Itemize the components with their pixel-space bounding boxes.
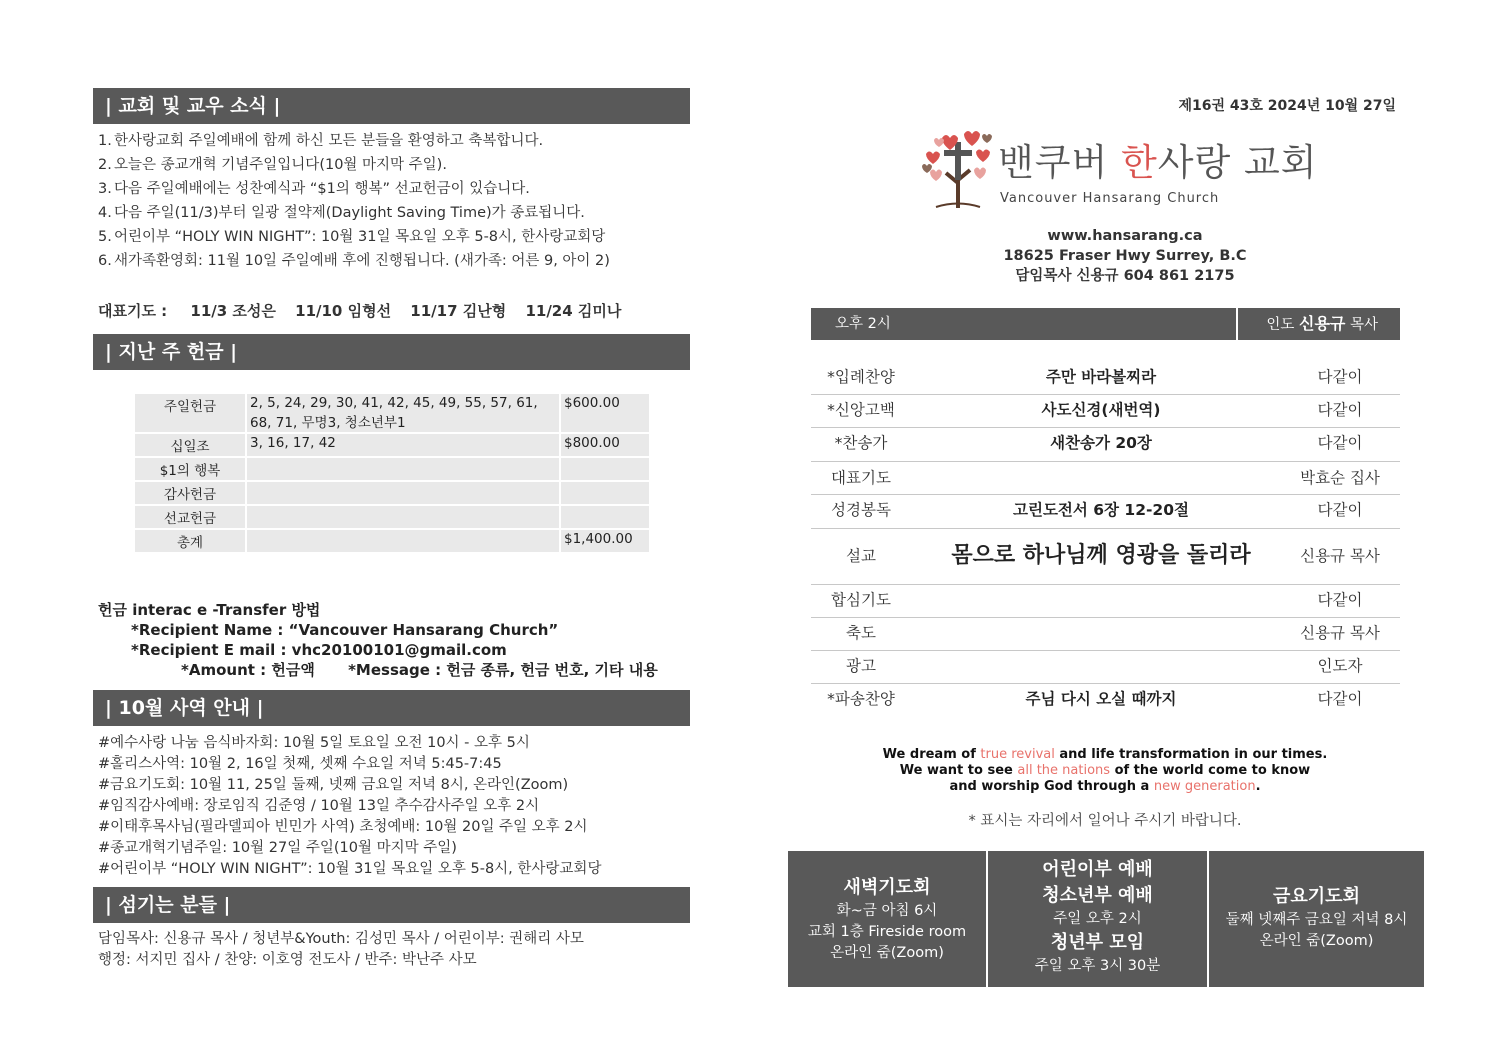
list-item: 행정: 서지민 집사 / 찬양: 이호영 전도사 / 반주: 박난주 사모: [98, 952, 477, 968]
list-item: 담임목사: 신용규 목사 / 청년부&Youth: 김성민 목사 / 어린이부: 권해리 사모: [98, 931, 584, 947]
order-row: 성경봉독 고린도전서 6장 12-20절 다같이: [811, 495, 1400, 529]
prayer-label: 대표기도 :: [98, 302, 168, 320]
table-row: 십일조 3, 16, 17, 42 $800.00: [135, 434, 649, 456]
prayer-schedule: [98, 300, 635, 321]
order-row: 대표기도 박효순 집사: [811, 462, 1400, 495]
prayer-entry: 11/24 김미나: [525, 302, 622, 320]
list-item: #홀리스사역: 10월 2, 16일 첫째, 셋째 수요일 저녁 5:45-7:45: [98, 756, 502, 772]
news-header: | 교회 및 교우 소식 |: [93, 88, 690, 124]
servants-header: | 섬기는 분들 |: [93, 887, 690, 923]
order-row: *신앙고백 사도신경(새번역) 다같이: [811, 395, 1400, 428]
tree-heart-icon: [922, 128, 994, 210]
order-row: *입례찬양 주만 바라볼찌라 다같이: [811, 362, 1400, 395]
etransfer-name: *Recipient Name : “Vancouver Hansarang Church”: [131, 621, 559, 639]
logo-korean: 밴쿠버 한사랑 교회: [998, 141, 1318, 184]
vision-statement: We dream of true revival and life transformation in our times. We want to see all the nations of the world come to know and worship God through a new generation.: [882, 747, 1328, 794]
list-item: #종교개혁기념주일: 10월 27일 주일(10월 마지막 주일): [98, 840, 457, 856]
ministry-list: [98, 733, 693, 880]
pastor-phone: 담임목사 신용규 604 861 2175: [1015, 268, 1235, 284]
news-list: [98, 129, 688, 273]
servants-list: [98, 929, 693, 971]
order-row: *파송찬양 주님 다시 오실 때까지 다같이: [827, 690, 1363, 708]
etransfer-message: *Message : 헌금 종류, 헌금 번호, 기타 내용: [348, 661, 658, 679]
order-row: 합심기도 다같이: [811, 585, 1400, 618]
table-row: 주일헌금 2, 5, 24, 29, 30, 41, 42, 45, 49, 55, 57, 61, 68, 71, 무명3, 청소년부1 $600.00: [135, 394, 649, 432]
worship-leader: 인도 신용규 목사: [1266, 314, 1378, 333]
etransfer-info: [98, 600, 688, 680]
list-item: 2. 오늘은 종교개혁 기념주일입니다(10월 마지막 주일).: [98, 157, 447, 173]
total-amount: $1,400.00: [561, 530, 649, 552]
address: 18625 Fraser Hwy Surrey, B.C: [1003, 248, 1247, 264]
sermon-title: 몸으로 하나님께 영광을 돌리라: [951, 543, 1251, 568]
prayer-entry: 11/10 임형선: [295, 302, 392, 320]
table-row: 총계 $1,400.00: [135, 530, 649, 552]
list-item: 5. 어린이부 “HOLY WIN NIGHT”: 10월 31일 목요일 오후 5-8시, 한사랑교회당: [98, 229, 606, 245]
issue-date: 제16권 43호 2024년 10월 27일: [1178, 98, 1396, 114]
list-item: #금요기도회: 10월 11, 25일 둘째, 넷째 금요일 저녁 8시, 온라인(Zoom): [98, 777, 569, 793]
ministry-header: | 10월 사역 안내 |: [93, 690, 690, 726]
sermon-row: 설교 몸으로 하나님께 영광을 돌리라 신용규 목사: [811, 529, 1400, 585]
list-item: #이태후목사님(필라델피아 빈민가 사역) 초청예배: 10월 20일 주일 오후 2시: [98, 819, 588, 835]
order-row: 광고 인도자: [811, 651, 1400, 684]
standing-note: * 표시는 자리에서 일어나 주시기 바랍니다.: [968, 813, 1242, 829]
list-item: 1. 한사랑교회 주일예배에 함께 하신 모든 분들을 환영하고 축복합니다.: [98, 133, 544, 149]
etransfer-fields: [98, 660, 688, 680]
worship-header: [811, 308, 1400, 340]
etransfer-email: *Recipient E mail : vhc20100101@gmail.com: [131, 641, 507, 659]
list-item: 6. 새가족환영회: 11월 10일 주일예배 후에 진행됩니다. (새가족: 어른 9, 아이 2): [98, 253, 610, 269]
offering-header: | 지난 주 헌금 |: [93, 334, 690, 370]
etransfer-title: 헌금 interac e -Transfer 방법: [98, 601, 321, 619]
meeting-box-youth: 어린이부 예배 청소년부 예배 주일 오후 2시 청년부 모임 주일 오후 3시 30분: [988, 851, 1207, 987]
table-row: 선교헌금: [135, 506, 649, 528]
list-item: #예수사랑 나눔 음식바자회: 10월 5일 토요일 오전 10시 - 오후 5시: [98, 735, 530, 751]
church-logo: [922, 128, 1318, 210]
order-row: 축도 신용규 목사: [811, 618, 1400, 651]
list-item: #임직감사예배: 장로임직 김준영 / 10월 13일 추수감사주일 오후 2시: [98, 798, 540, 814]
list-item: 3. 다음 주일예배에는 성찬예식과 “$1의 행복” 선교헌금이 있습니다.: [98, 181, 530, 197]
etransfer-amount: *Amount : 헌금액: [181, 661, 315, 679]
table-row: 감사헌금: [135, 482, 649, 504]
table-row: $1의 행복: [135, 458, 649, 480]
prayer-entry: 11/3 조성은: [190, 302, 276, 320]
meeting-box-dawn: 새벽기도회 화~금 아침 6시 교회 1층 Fireside room 온라인 줌(Zoom): [788, 851, 986, 987]
order-row: *찬송가 새찬송가 20장 다같이: [811, 428, 1400, 462]
website: www.hansarang.ca: [1047, 228, 1203, 244]
meeting-box-friday: 금요기도회 둘째 넷째주 금요일 저녁 8시 온라인 줌(Zoom): [1209, 851, 1424, 987]
contact-block: [960, 226, 1290, 286]
logo-english: Vancouver Hansarang Church: [1000, 191, 1220, 206]
list-item: 4. 다음 주일(11/3)부터 일광 절약제(Daylight Saving Time)가 종료됩니다.: [98, 205, 585, 221]
list-item: #어린이부 “HOLY WIN NIGHT”: 10월 31일 목요일 오후 5-8시, 한사랑교회당: [98, 861, 602, 877]
prayer-entry: 11/17 김난형: [410, 302, 507, 320]
offering-table: [133, 392, 651, 554]
worship-time: 오후 2시: [835, 316, 891, 332]
